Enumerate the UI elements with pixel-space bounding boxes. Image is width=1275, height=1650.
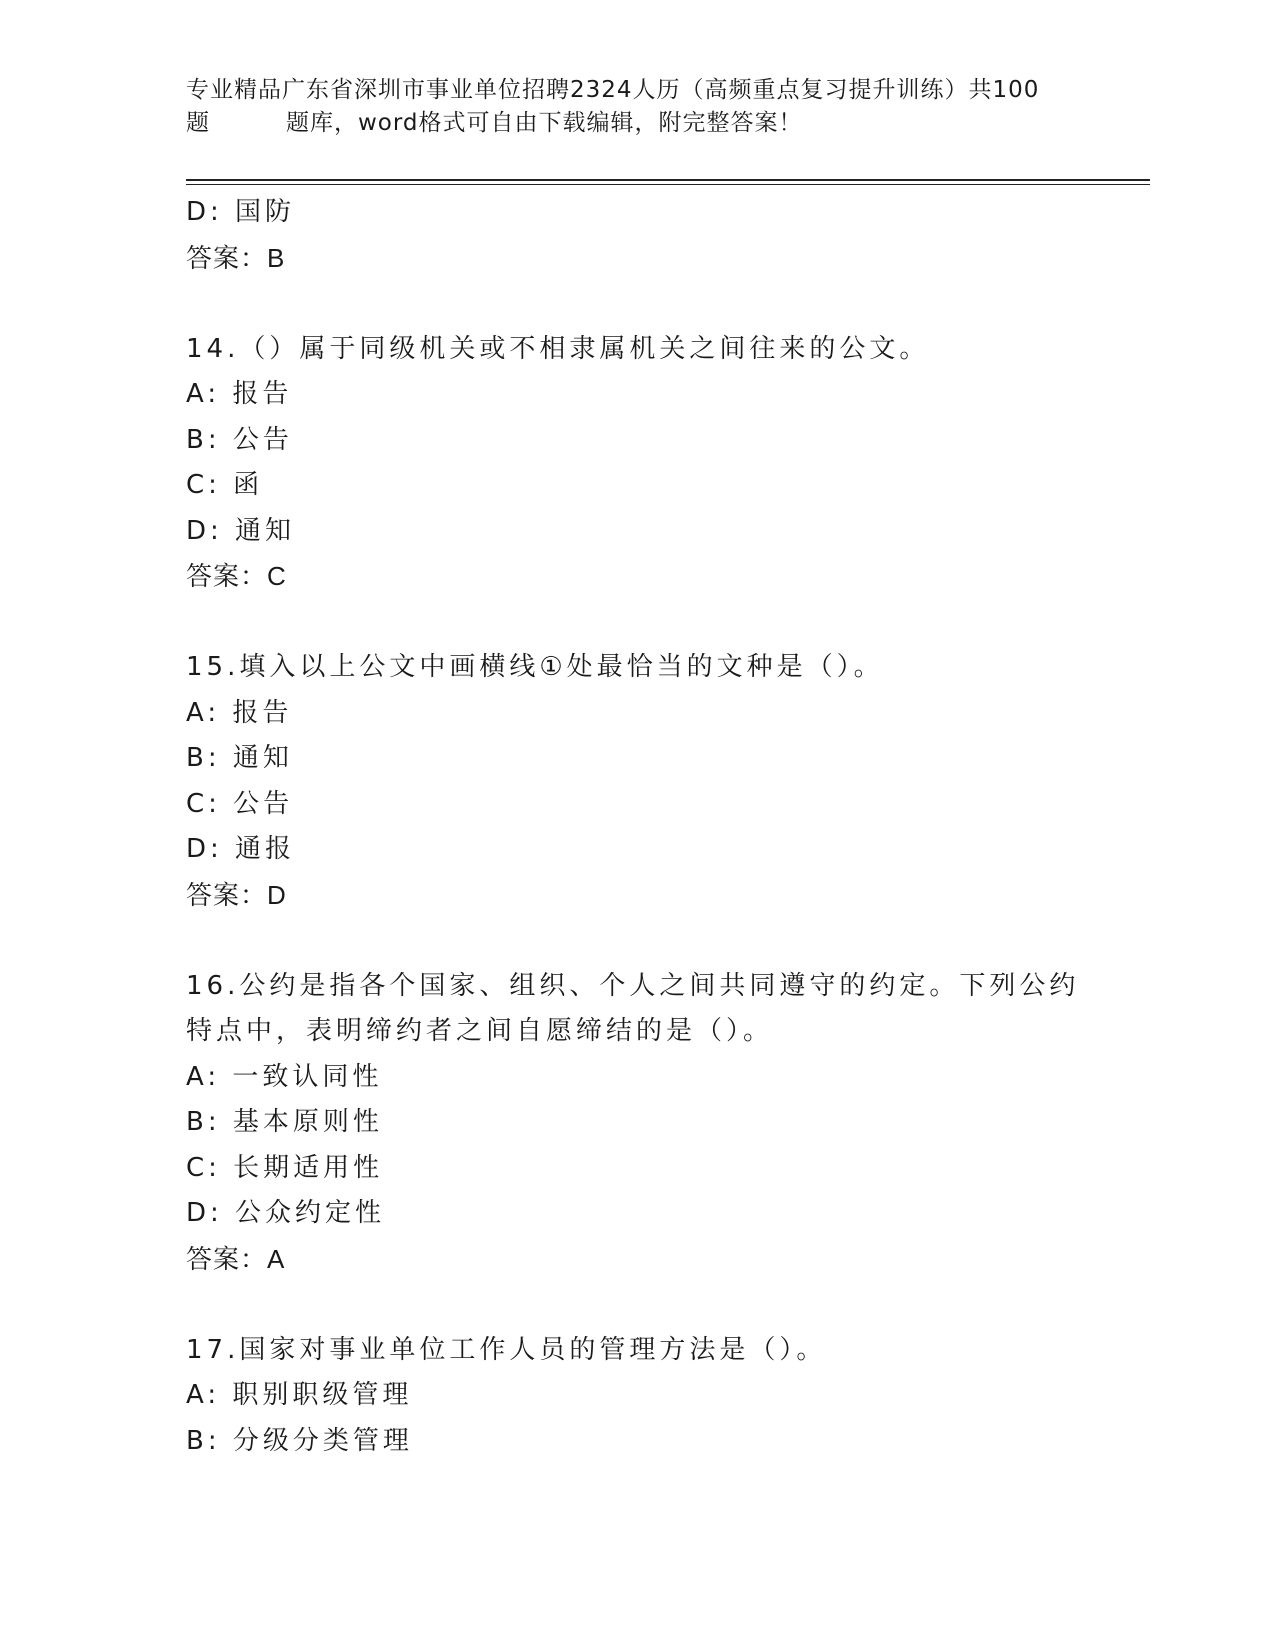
question-13-answer: 答案：B (186, 242, 286, 273)
question-list (186, 190, 1086, 1464)
header-title-line2 (186, 107, 1066, 140)
question-14-option-b: B: 公告 (186, 424, 293, 455)
question-13-option-d: D: 国防 (186, 197, 296, 227)
header-divider-thick (186, 179, 1150, 181)
question-17-option-b: B: 分级分类管理 (186, 1425, 413, 1456)
question-15-answer: 答案：D (186, 879, 287, 910)
question-14-option-c: C: 函 (186, 470, 264, 500)
header-title-line1: 专业精品广东省深圳市事业单位招聘2324人历（高频重点复习提升训练）共100 (186, 77, 1040, 103)
question-14-option-d: D: 通知 (186, 515, 296, 546)
question-15-option-b: B: 通知 (186, 743, 293, 773)
header-title-line2-rest: 题库，word格式可自由下载编辑，附完整答案！ (286, 110, 803, 136)
question-16-answer: 答案：A (186, 1243, 286, 1274)
question-15-option-a: A: 报告 (186, 697, 293, 728)
question-16-option-b: B: 基本原则性 (186, 1107, 383, 1137)
question-14-answer: 答案：C (186, 561, 287, 591)
question-14-option-a: A: 报告 (186, 379, 293, 409)
question-16-option-a: A: 一致认同性 (186, 1061, 383, 1092)
header-title-line2-start: 题 (186, 110, 210, 136)
question-17-stem: 17.国家对事业单位工作人员的管理方法是（）。 (186, 1334, 827, 1365)
question-16-option-c: C: 长期适用性 (186, 1152, 384, 1183)
question-17-option-a: A: 职别职级管理 (186, 1380, 413, 1410)
page-header (186, 74, 1066, 140)
header-divider-thin (186, 184, 1150, 185)
question-15-stem: 15.填入以上公文中画横线①处最恰当的文种是（）。 (186, 652, 884, 682)
question-14-stem: 14.（）属于同级机关或不相隶属机关之间往来的公文。 (186, 333, 930, 364)
question-16-option-d: D: 公众约定性 (186, 1198, 386, 1228)
question-15-option-d: D: 通报 (186, 834, 296, 864)
question-15-option-c: C: 公告 (186, 788, 294, 819)
question-16-stem: 16.公约是指各个国家、组织、个人之间共同遵守的约定。下列公约特点中，表明缔约者之间自愿缔结的是（）。 (186, 970, 1080, 1046)
